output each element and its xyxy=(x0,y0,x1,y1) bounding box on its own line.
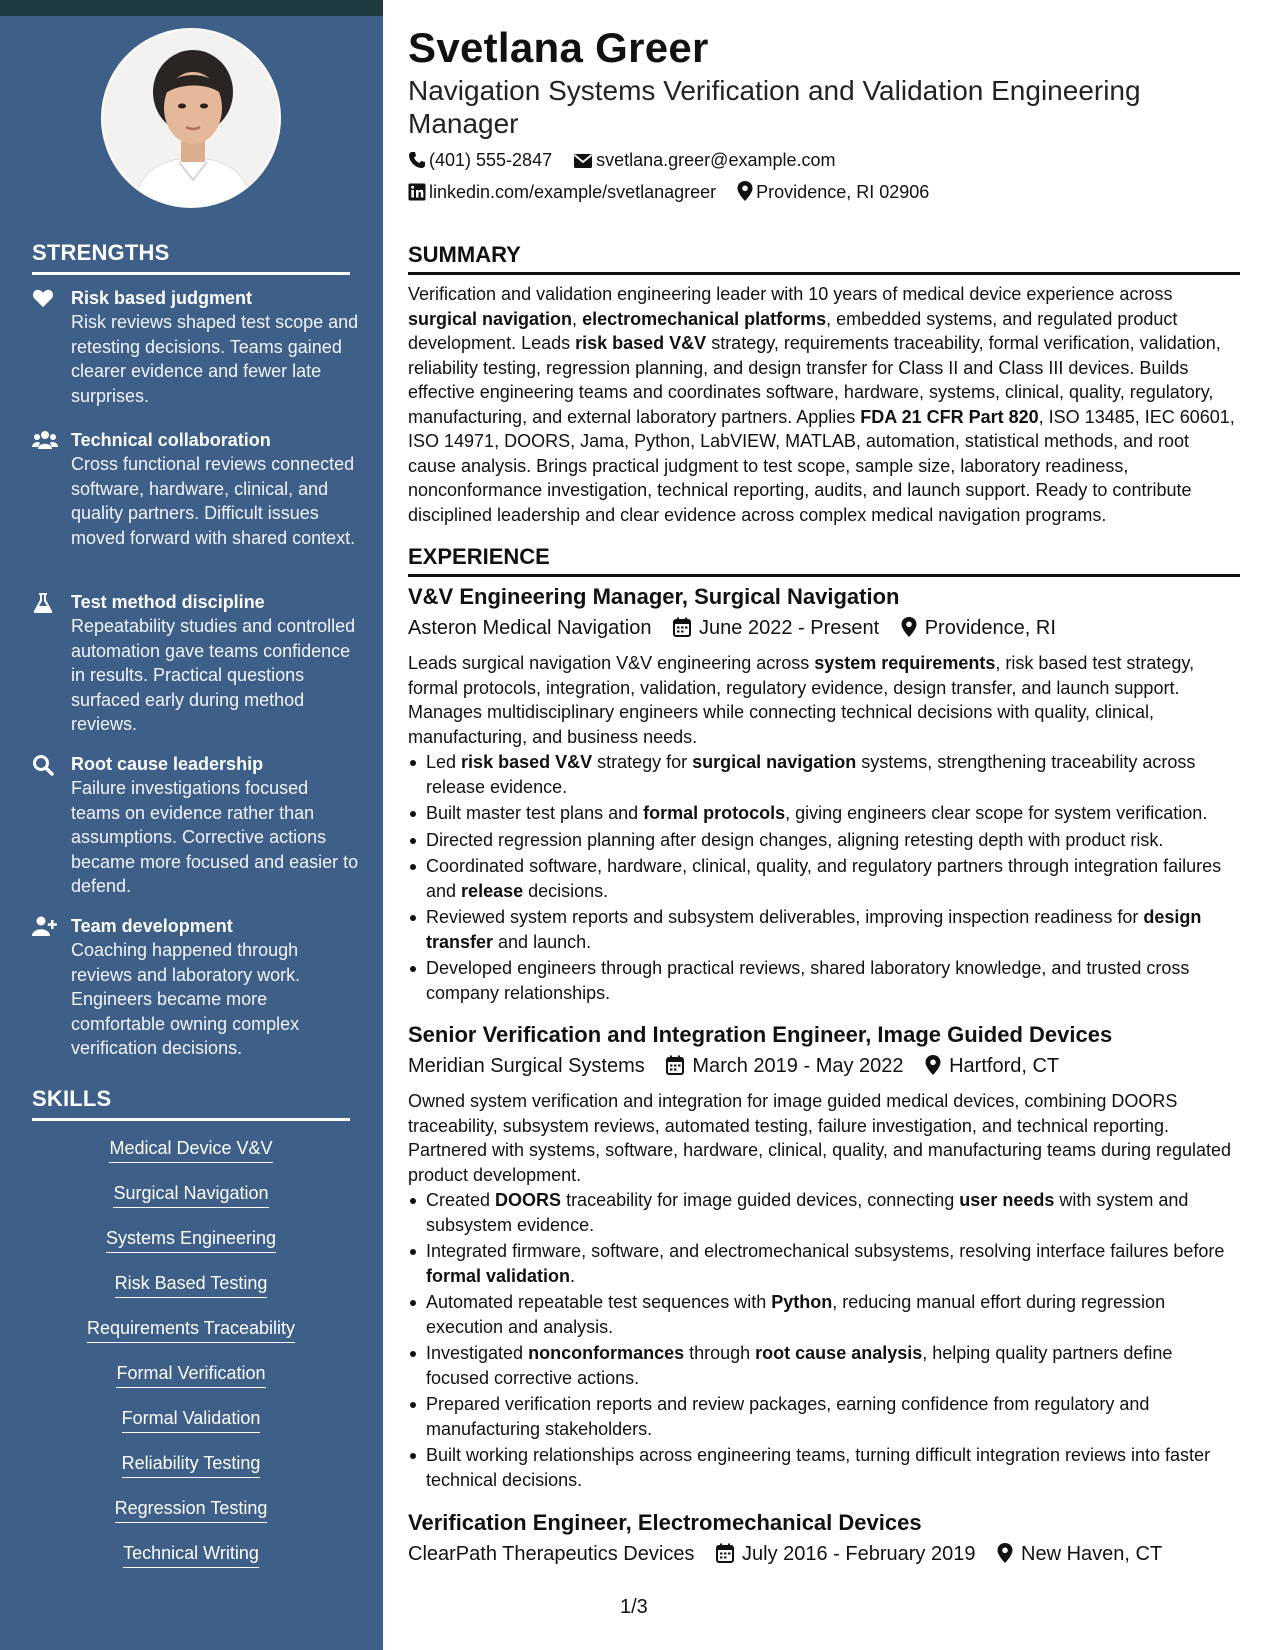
email-link[interactable]: svetlana.greer@example.com xyxy=(596,150,836,170)
calendar-icon xyxy=(716,1543,734,1563)
job-location: New Haven, CT xyxy=(997,1543,1162,1566)
phone-icon xyxy=(408,151,426,169)
calendar-icon xyxy=(673,617,691,637)
strengths-heading: STRENGTHS xyxy=(32,240,350,275)
bullet-item: Coordinated software, hardware, clinical, quality, and regulatory partners through integration failures and release decisions. xyxy=(408,854,1240,903)
phone-item xyxy=(408,149,552,171)
map-pin-icon xyxy=(737,181,753,201)
skill-item: Medical Device V&V xyxy=(32,1136,350,1163)
job-bullets xyxy=(408,1188,1240,1494)
job-location: Hartford, CT xyxy=(925,1055,1059,1078)
skill-item: Systems Engineering xyxy=(32,1226,350,1253)
strength-description: Cross functional reviews connected software, hardware, clinical, and quality partners. Difficult issues moved forward with shared context. xyxy=(71,454,356,548)
job-title: V&V Engineering Manager, Surgical Navigation xyxy=(408,584,900,609)
strength-title: Risk based judgment xyxy=(71,288,253,308)
email-item[interactable] xyxy=(573,149,835,171)
location-text: Providence, RI 02906 xyxy=(756,182,930,202)
linkedin-item[interactable] xyxy=(408,181,716,203)
bullet-item: Directed regression planning after design changes, aligning retesting depth with product risk. xyxy=(408,828,1240,853)
search-icon xyxy=(32,754,56,776)
flask-icon xyxy=(32,592,56,614)
skill-item: Risk Based Testing xyxy=(32,1271,350,1298)
map-pin-icon xyxy=(925,1055,941,1075)
contact-row xyxy=(408,181,945,203)
strength-title: Technical collaboration xyxy=(71,430,271,450)
heart-icon xyxy=(32,288,56,310)
bullet-item: Developed engineers through practical reviews, shared laboratory knowledge, and trusted cross company relationships. xyxy=(408,956,1240,1005)
page-number: 1/3 xyxy=(620,1596,648,1618)
strength-description: Risk reviews shaped test scope and retesting decisions. Teams gained clearer evidence and fewer late surprises. xyxy=(71,312,359,406)
job-dates: June 2022 - Present xyxy=(673,617,879,640)
job-meta xyxy=(408,1543,1178,1566)
strength-title: Root cause leadership xyxy=(71,754,264,774)
company-name: Meridian Surgical Systems xyxy=(408,1055,645,1077)
linkedin-icon xyxy=(408,183,426,201)
bullet-item: Reviewed system reports and subsystem deliverables, improving inspection readiness for design transfer and launch. xyxy=(408,905,1240,954)
job-dates: July 2016 - February 2019 xyxy=(716,1543,975,1566)
user-plus-icon xyxy=(32,916,56,938)
strength-title: Team development xyxy=(71,916,233,936)
job-bullets xyxy=(408,750,1240,1007)
skill-item: Requirements Traceability xyxy=(32,1316,350,1343)
envelope-icon xyxy=(573,153,593,169)
job-dates: March 2019 - May 2022 xyxy=(666,1055,903,1078)
skill-item: Regression Testing xyxy=(32,1496,350,1523)
users-icon xyxy=(32,430,56,452)
summary-text: Verification and validation engineering leader with 10 years of medical device experience across surgical navigation, electromechanical platforms, embedded systems, and regulated product development. Leads risk based V&V strategy, requirements traceability, formal verification, validation, reliability testing, regression planning, and design transfer for Class II and Class III devices. Builds effective engineering teams and coordinates software, hardware, systems, clinical, quality, regulatory, manufacturing, and external laboratory partners. Applies FDA 21 CFR Part 820, ISO 13485, IEC 60601, ISO 14971, DOORS, Jama, Python, LabVIEW, MATLAB, automation, statistical methods, and root cause analysis. Brings practical judgment to test scope, sample size, laboratory readiness, nonconformance investigation, technical reporting, audits, and launch support. Ready to contribute disciplined leadership and clear evidence across complex medical navigation programs. xyxy=(408,284,1235,525)
bullet-item: Automated repeatable test sequences with Python, reducing manual effort during regression execution and analysis. xyxy=(408,1290,1240,1339)
candidate-title: Navigation Systems Verification and Validation Engineering Manager xyxy=(408,75,1141,139)
job-description: Owned system verification and integration for image guided medical devices, combining DOORS traceability, subsystem reviews, automated testing, failure investigation, and technical reporting. Partnered with systems, software, hardware, clinical, quality, and manufacturing teams during regulated product development. xyxy=(408,1091,1232,1185)
bullet-item: Created DOORS traceability for image guided devices, connecting user needs with system and subsystem evidence. xyxy=(408,1188,1240,1237)
strength-title: Test method discipline xyxy=(71,592,265,612)
linkedin-link[interactable]: linkedin.com/example/svetlanagreer xyxy=(429,182,717,202)
job-title: Senior Verification and Integration Engineer, Image Guided Devices xyxy=(408,1022,1113,1047)
skill-item: Formal Verification xyxy=(32,1361,350,1388)
bullet-item: Integrated firmware, software, and electromechanical subsystems, resolving interface failures before formal validation. xyxy=(408,1239,1240,1288)
company-name: Asteron Medical Navigation xyxy=(408,617,652,639)
bullet-item: Prepared verification reports and review packages, earning confidence from regulatory and manufacturing stakeholders. xyxy=(408,1392,1240,1441)
job-meta xyxy=(408,617,1072,640)
skill-item: Reliability Testing xyxy=(32,1451,350,1478)
skill-item: Formal Validation xyxy=(32,1406,350,1433)
calendar-icon xyxy=(666,1055,684,1075)
job-description: Leads surgical navigation V&V engineering across system requirements, risk based test strategy, formal protocols, integration, validation, regulatory evidence, design transfer, and launch support. Manages multidisciplinary engineers while connecting technical decisions with quality, clinical, manufacturing, and business needs. xyxy=(408,653,1195,747)
sidebar-top-bar xyxy=(0,0,383,16)
skill-item: Surgical Navigation xyxy=(32,1181,350,1208)
contact-row xyxy=(408,149,852,171)
summary-heading: SUMMARY xyxy=(408,242,1240,275)
job-location: Providence, RI xyxy=(901,617,1056,640)
skills-heading: SKILLS xyxy=(32,1086,350,1121)
candidate-name: Svetlana Greer xyxy=(408,24,709,71)
map-pin-icon xyxy=(997,1543,1013,1563)
phone-text: (401) 555-2847 xyxy=(429,150,553,170)
skill-item: Technical Writing xyxy=(32,1541,350,1568)
strength-description: Failure investigations focused teams on evidence rather than assumptions. Corrective actions became more focused and easier to defend. xyxy=(71,778,359,896)
bullet-item: Built working relationships across engineering teams, turning difficult integration reviews into faster technical decisions. xyxy=(408,1443,1240,1492)
bullet-item: Led risk based V&V strategy for surgical navigation systems, strengthening traceability across release evidence. xyxy=(408,750,1240,799)
company-name: ClearPath Therapeutics Devices xyxy=(408,1543,695,1565)
map-pin-icon xyxy=(901,617,917,637)
bullet-item: Built master test plans and formal protocols, giving engineers clear scope for system verification. xyxy=(408,801,1240,826)
job-title: Verification Engineer, Electromechanical Devices xyxy=(408,1510,922,1535)
strength-description: Coaching happened through reviews and laboratory work. Engineers became more comfortable owning complex verification decisions. xyxy=(71,940,301,1058)
bullet-item: Investigated nonconformances through root cause analysis, helping quality partners define focused corrective actions. xyxy=(408,1341,1240,1390)
profile-photo xyxy=(101,28,281,208)
sidebar xyxy=(0,0,383,1650)
experience-heading: EXPERIENCE xyxy=(408,544,1240,577)
job-meta xyxy=(408,1055,1075,1078)
strength-description: Repeatability studies and controlled automation gave teams confidence in results. Practical questions surfaced early during method reviews. xyxy=(71,616,356,734)
location-item xyxy=(737,181,929,203)
